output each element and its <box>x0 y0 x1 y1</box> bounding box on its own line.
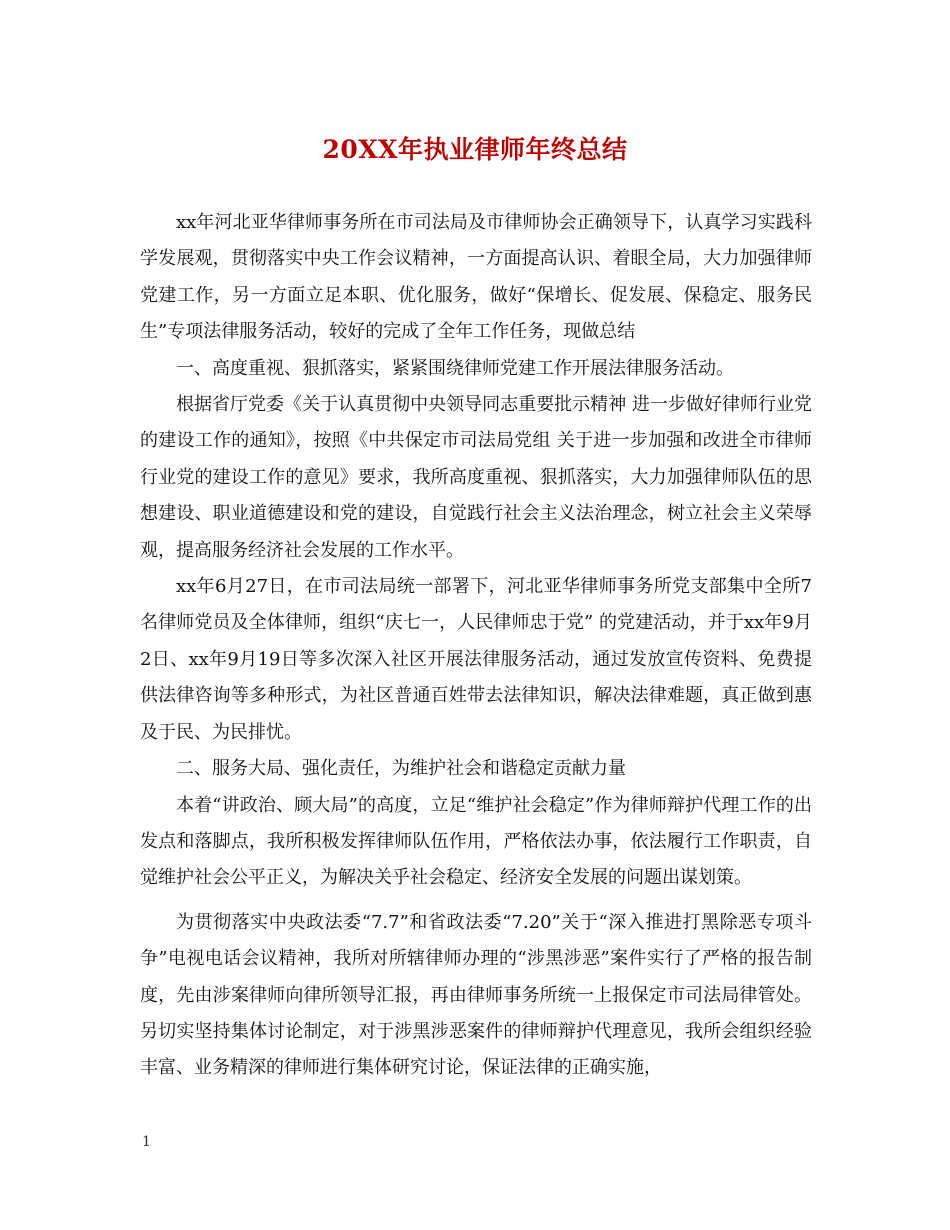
section-heading-1: 一、高度重视、狠抓落实，紧紧围绕律师党建工作开展法律服务活动。 <box>176 357 734 379</box>
document-body <box>140 205 812 1087</box>
document-title: 20XX年执业律师年终总结 <box>322 135 628 164</box>
section-heading-2: 二、服务大局、强化责任，为维护社会和谐稳定贡献力量 <box>176 758 626 780</box>
paragraph-crime-cases: 为贯彻落实中央政法委“7.7”和省政法委“7.20”关于“深入推进打黑除恶专项斗争”电视电话会议精神，我所对所辖律师办理的“涉黑涉恶”案件实行了严格的报告制度，先由涉案律师向律所领导汇报，再由律师事务所统一上报保定市司法局律管处。另切实坚持集体讨论制定，对于涉黑涉恶案件的律师辩护代理意见，我所会组织经验丰富、业务精深的律师进行集体研究讨论，保证法律的正确实施， <box>140 911 812 1079</box>
paragraph-intro: xx年河北亚华律师事务所在市司法局及市律师协会正确领导下，认真学习实践科学发展观，贯彻落实中央工作会议精神，一方面提高认识、着眼全局，大力加强律师党建工作，另一方面立足本职、优化服务，做好“保增长、促发展、保稳定、服务民生”专项法律服务活动，较好的完成了全年工作任务，现做总结 <box>140 212 812 343</box>
paragraph-party-building: 根据省厅党委《关于认真贯彻中央领导同志重要批示精神 进一步做好律师行业党的建设工作的通知》，按照《中共保定市司法局党组 关于进一步加强和改进全市律师行业党的建设工作的意见》要求，我所高度重视、狠抓落实，大力加强律师队伍的思想建设、职业道德建设和党的建设，自觉践行社会主义法治理念，树立社会主义荣辱观，提高服务经济社会发展的工作水平。 <box>140 394 812 561</box>
page-number: 1 <box>142 1134 151 1150</box>
paragraph-serve-overall: 本着“讲政治、顾大局”的高度，立足“维护社会稳定”作为律师辩护代理工作的出发点和落脚点，我所积极发挥律师队伍作用，严格依法办事，依法履行工作职责，自觉维护社会公平正义，为解决关乎社会稳定、经济安全发展的问题出谋划策。 <box>140 794 812 889</box>
paragraph-june-activity: xx年6月27日，在市司法局统一部署下，河北亚华律师事务所党支部集中全所7名律师党员及全体律师，组织“庆七一，人民律师忠于党” 的党建活动，并于xx年9月2日、xx年9月19日等多次深入社区开展法律服务活动，通过发放宣传资料、免费提供法律咨询等多种形式，为社区普通百姓带去法律知识，解决法律难题，真正做到惠及于民、为民排忧。 <box>140 576 812 743</box>
